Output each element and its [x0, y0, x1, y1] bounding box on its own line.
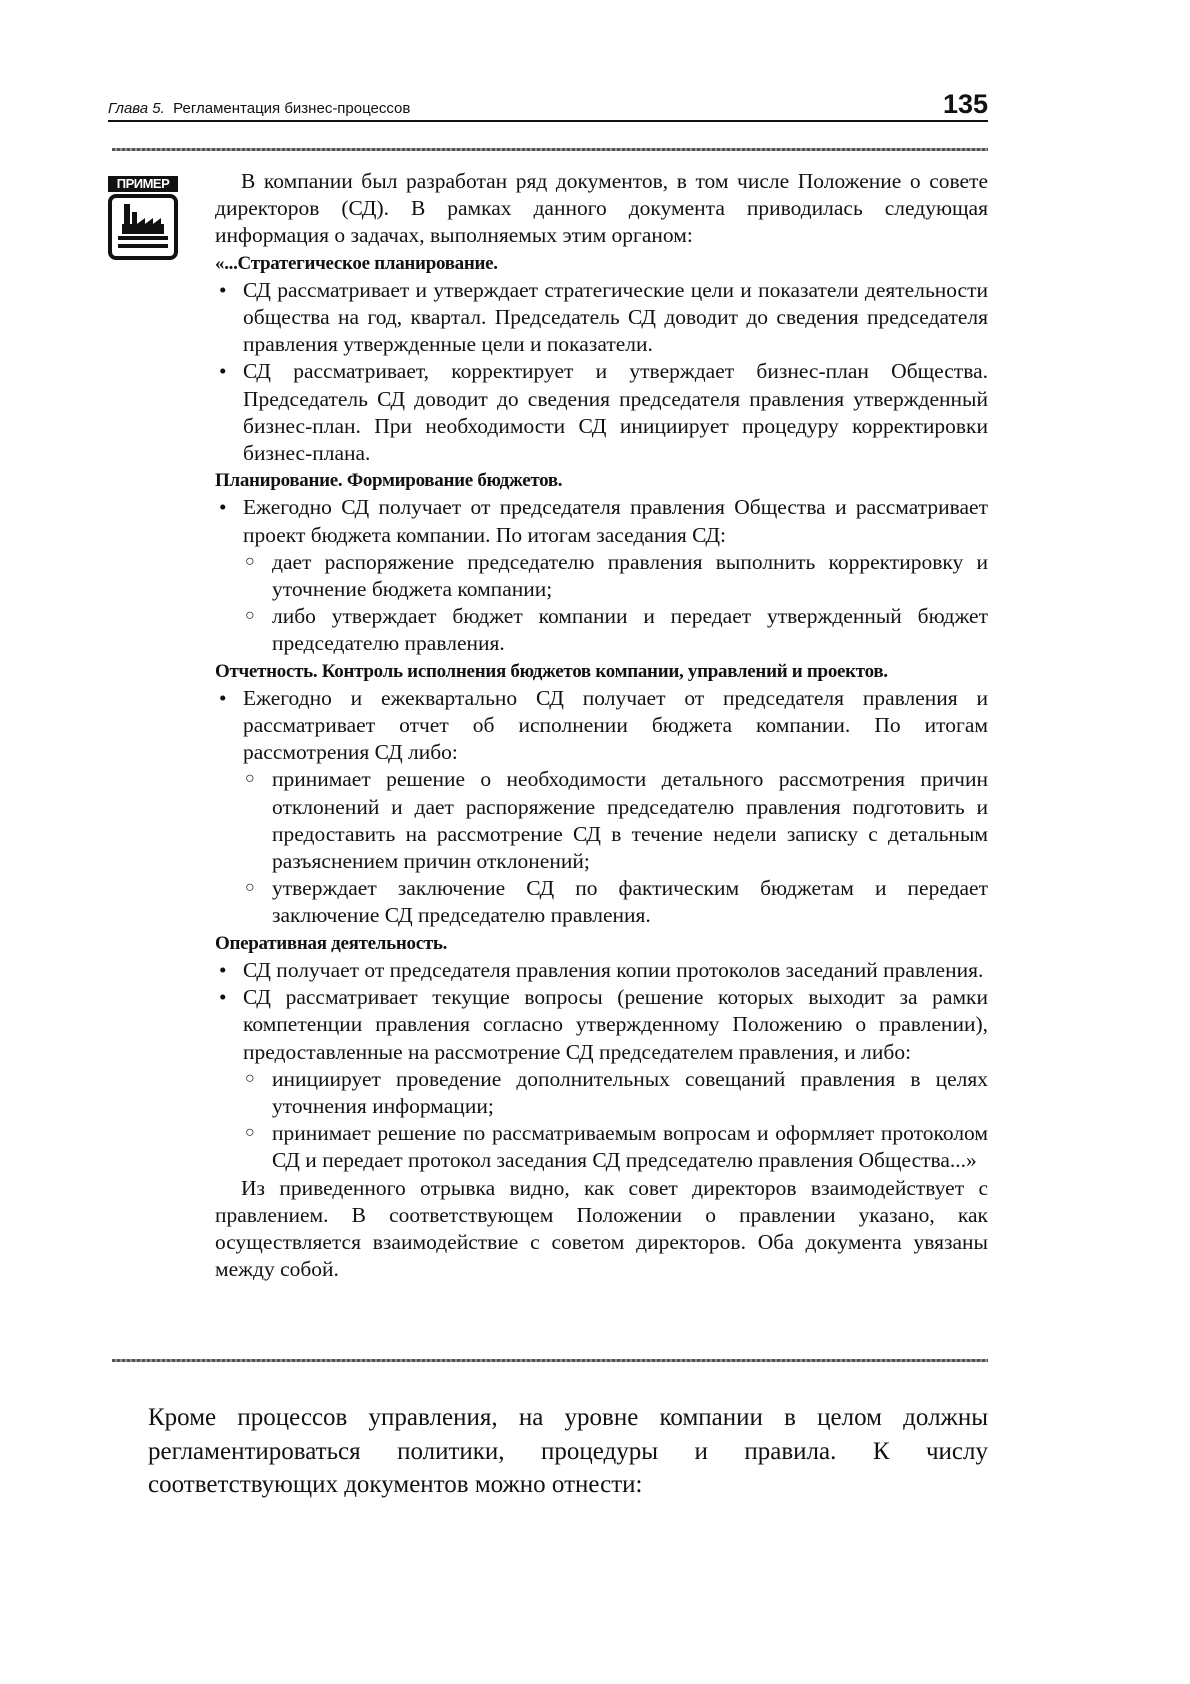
section-heading: Планирование. Формирование бюджетов.	[215, 470, 563, 492]
example-conclusion: Из приведенного отрывка видно, как совет директоров взаимодействует с правлением. В соответствующем Положении о правлении указано, как осуществляется взаимодействие с советом директоров. Оба документа увязаны между собой.	[215, 1175, 988, 1282]
example-intro: В компании был разработан ряд документов, в том числе Положение о совете директоров (СД). В рамках данного документа приводилась следующая информация о задачах, выполняемых этим органом:	[215, 169, 988, 248]
body-paragraph: Кроме процессов управления, на уровне компании в целом должны регламентироваться политики, процедуры и правила. К числу соответствующих документов можно отнести:	[148, 1404, 988, 1498]
bullet-item: • СД рассматривает и утверждает стратегические цели и показатели деятельности общества на год, квартал. Председатель СД доводит до сведения председателя правления утвержденные цели и показатели.	[215, 277, 988, 359]
bottom-divider	[112, 1359, 988, 1362]
running-header	[108, 89, 988, 122]
sub-bullet-item: ○ инициирует проведение дополнительных совещаний правления в целях уточнения информации;	[215, 1066, 988, 1120]
bullet-item: • СД получает от председателя правления копии протоколов заседаний правления.	[215, 957, 988, 984]
example-label: ПРИМЕР	[108, 176, 178, 192]
bullet-item: • Ежегодно и ежеквартально СД получает от председателя правления и рассматривает отчет об исполнении бюджета компании. По итогам рассмотрения СД либо:	[215, 685, 988, 767]
page-number: 135	[942, 89, 988, 119]
sub-bullet-item: ○ принимает решение по рассматриваемым вопросам и оформляет протоколом СД и передает протокол заседания СД председателю правления Общества...»	[215, 1120, 988, 1174]
chapter-title	[108, 100, 410, 117]
bullet-item: • СД рассматривает текущие вопросы (решение которых выходит за рамки компетенции правления согласно утвержденному Положению о правлении), предоставленные на рассмотрение СД председателем правления, и либо:	[215, 984, 988, 1066]
sub-bullet-item: ○ дает распоряжение председателю правления выполнить корректировку и уточнение бюджета компании;	[215, 549, 988, 603]
top-divider	[112, 148, 988, 151]
bullet-item: • СД рассматривает, корректирует и утверждает бизнес-план Общества. Председатель СД доводит до сведения председателя правления утвержденный бизнес-план. При необходимости СД инициирует процедуру корректировки бизнес-плана.	[215, 358, 988, 467]
section-heading: Отчетность. Контроль исполнения бюджетов компании, управлений и проектов.	[215, 660, 888, 682]
factory-icon	[108, 194, 178, 260]
section-heading: «...Стратегическое планирование.	[215, 252, 498, 274]
chapter-name: Регламентация бизнес-процессов	[173, 100, 411, 117]
example-badge	[108, 176, 178, 260]
sub-bullet-item: ○ принимает решение о необходимости детального рассмотрения причин отклонений и дает распоряжение председателю правления подготовить и предоставить на рассмотрение СД в течение недели записку с детальным разъяснением причин отклонений;	[215, 766, 988, 875]
sub-bullet-item: ○ утверждает заключение СД по фактическим бюджетам и передает заключение СД председателю правления.	[215, 875, 988, 929]
section-heading: Оперативная деятельность.	[215, 932, 448, 954]
bullet-item: • Ежегодно СД получает от председателя правления Общества и рассматривает проект бюджета компании. По итогам заседания СД:	[215, 494, 988, 548]
sub-bullet-item: ○ либо утверждает бюджет компании и передает утвержденный бюджет председателю правления.	[215, 603, 988, 657]
example-body	[215, 168, 988, 1283]
chapter-number: Глава 5.	[108, 100, 165, 117]
